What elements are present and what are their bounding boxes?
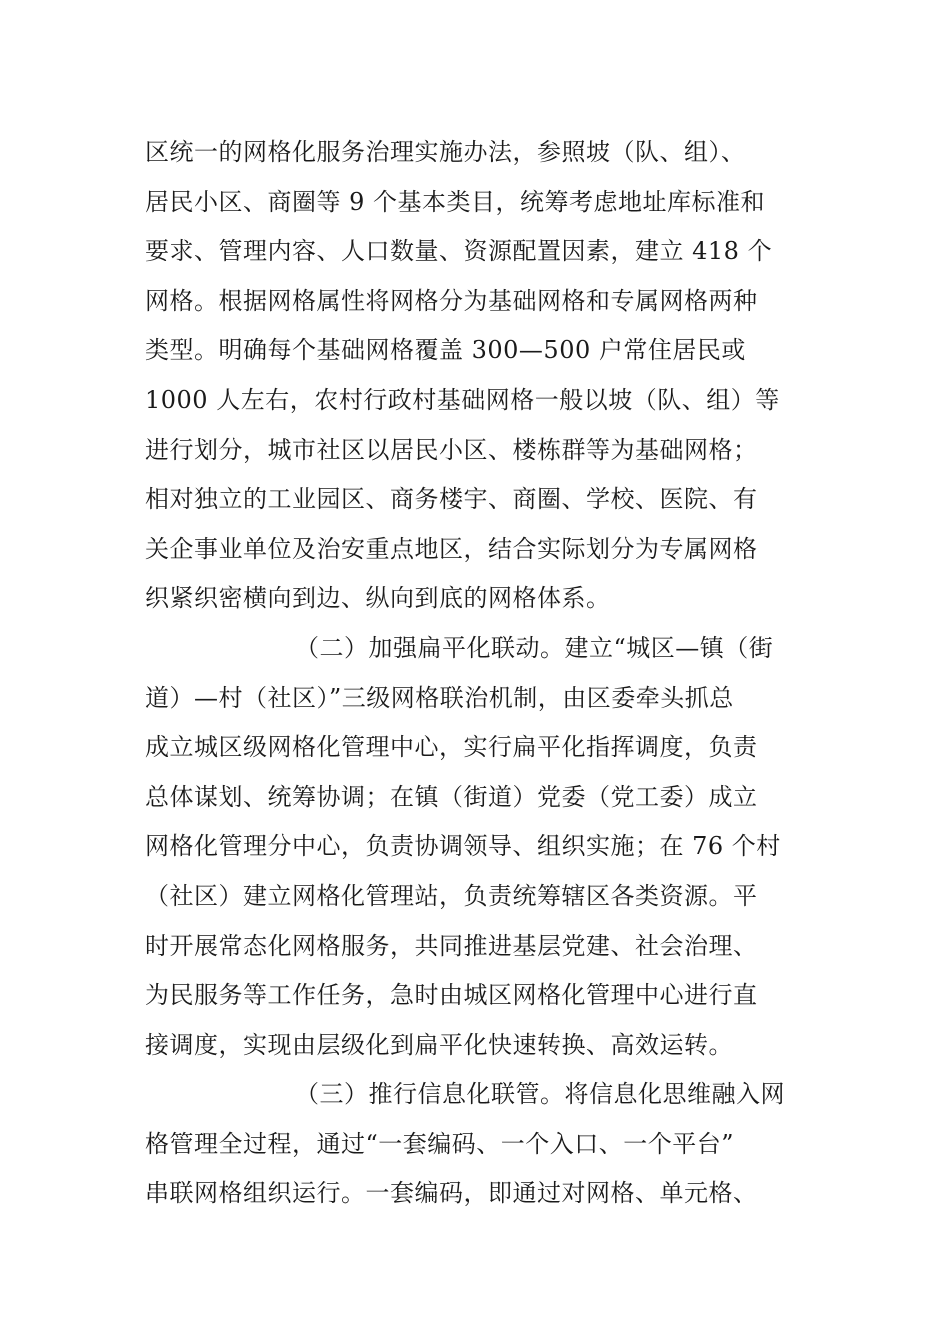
text-line: 关企事业单位及治安重点地区，结合实际划分为专属网格 bbox=[145, 534, 758, 563]
text-line: （社区）建立网格化管理站，负责统筹辖区各类资源。平 bbox=[145, 881, 758, 910]
section-heading-line: （三）推行信息化联管。将信息化思维融入网 bbox=[295, 1080, 785, 1109]
text-line: 进行划分，城市社区以居民小区、楼栋群等为基础网格； bbox=[145, 435, 758, 464]
text-line: 织紧织密横向到边、纵向到底的网格体系。 bbox=[145, 584, 611, 613]
text-line: 网格化管理分中心，负责协调领导、组织实施；在 76 个村 bbox=[145, 832, 781, 861]
text-line: 区统一的网格化服务治理实施办法，参照坡（队、组）、 bbox=[145, 138, 746, 166]
text-line: 网格。根据网格属性将网格分为基础网格和专属网格两种 bbox=[145, 286, 758, 315]
text-line: 1000 人左右，农村行政村基础网格一般以坡（队、组）等 bbox=[145, 385, 780, 414]
text-line: 要求、管理内容、人口数量、资源配置因素，建立 418 个 bbox=[145, 237, 773, 266]
text-line: 相对独立的工业园区、商务楼宇、商圈、学校、医院、有 bbox=[145, 485, 758, 514]
document-body bbox=[145, 128, 805, 1219]
text-line: 时开展常态化网格服务，共同推进基层党建、社会治理、 bbox=[145, 931, 758, 960]
text-line: 格管理全过程，通过“一套编码、一个入口、一个平台” bbox=[145, 1129, 735, 1158]
section-heading-line: （二）加强扁平化联动。建立“城区—镇（街 bbox=[295, 633, 774, 662]
text-line: 串联网格组织运行。一套编码，即通过对网格、单元格、 bbox=[145, 1179, 758, 1208]
text-line: 类型。明确每个基础网格覆盖 300—500 户常住居民或 bbox=[145, 336, 746, 365]
text-line: 成立城区级网格化管理中心，实行扁平化指挥调度，负责 bbox=[145, 733, 758, 762]
text-line: 为民服务等工作任务，急时由城区网格化管理中心进行直 bbox=[145, 981, 758, 1010]
text-line: 总体谋划、统筹协调；在镇（街道）党委（党工委）成立 bbox=[145, 782, 758, 811]
text-line: 居民小区、商圈等 9 个基本类目，统筹考虑地址库标准和 bbox=[145, 187, 766, 216]
text-line: 道）—村（社区）”三级网格联治机制，由区委牵头抓总 bbox=[145, 683, 734, 712]
text-line: 接调度，实现由层级化到扁平化快速转换、高效运转。 bbox=[145, 1030, 733, 1059]
